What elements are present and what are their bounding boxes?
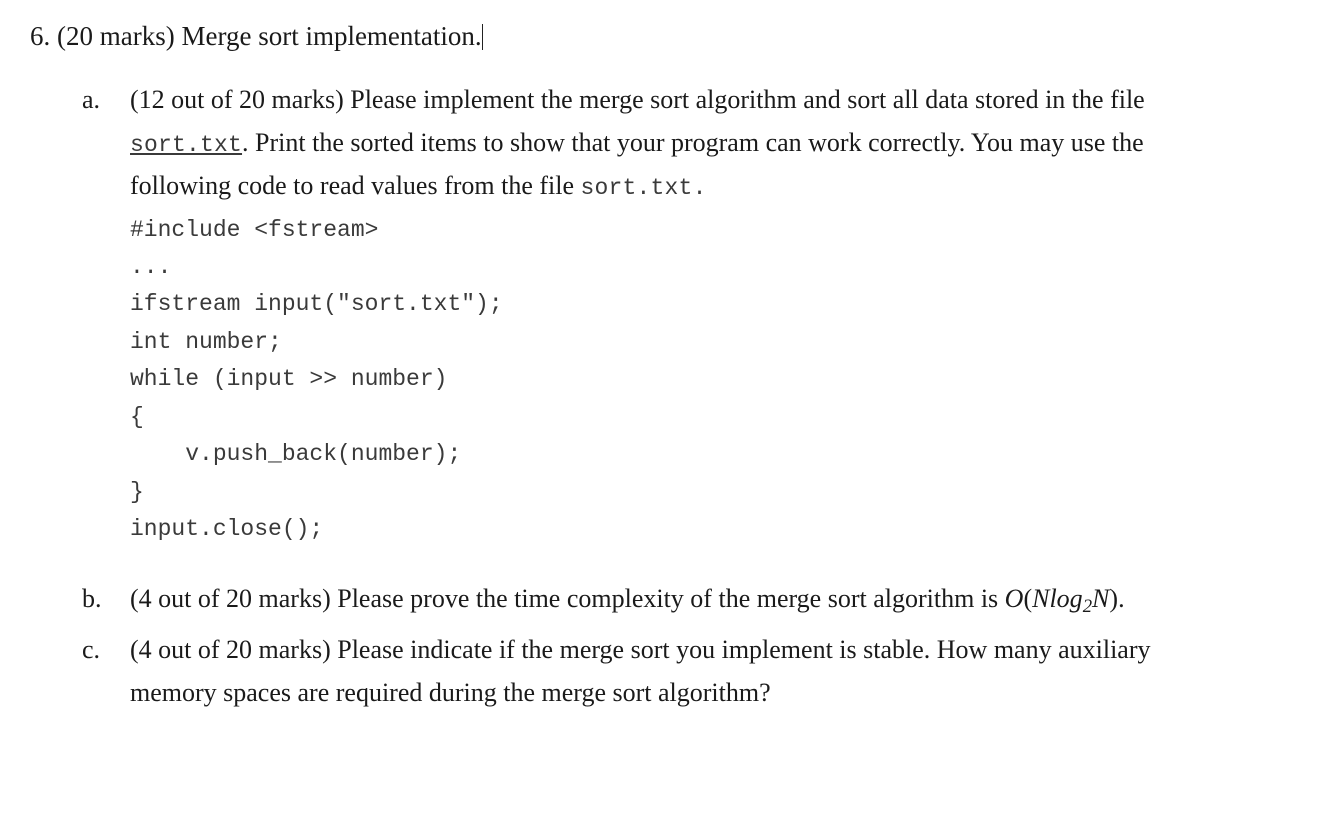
code-line: } bbox=[130, 478, 144, 505]
code-line: input.close(); bbox=[130, 516, 324, 543]
part-b-text: (4 out of 20 marks) Please prove the time complexity of the merge sort algorithm is bbox=[130, 583, 1005, 613]
part-a-text-end: . bbox=[692, 175, 707, 202]
part-a-text-before-file: (12 out of 20 marks) Please implement the merge sort algorithm and sort all data stored in the file bbox=[130, 85, 1145, 114]
math-big-o: O bbox=[1004, 583, 1024, 613]
part-c-label: c. bbox=[82, 635, 101, 665]
part-a-body bbox=[130, 78, 1190, 549]
code-line: ... bbox=[130, 253, 172, 280]
part-b-label: b. bbox=[82, 583, 102, 613]
math-close-paren: ) bbox=[1109, 583, 1119, 613]
math-nlog: Nlog bbox=[1032, 583, 1083, 613]
code-line: while (input >> number) bbox=[130, 366, 448, 393]
part-a-text-after-file: . Print the sorted items to show that your program can work correctly. You may use the following code to read values from the file bbox=[130, 128, 1144, 201]
question-heading-text: 6. (20 marks) Merge sort implementation. bbox=[30, 21, 482, 51]
part-c-paragraph: (4 out of 20 marks) Please indicate if the merge sort you implement is stable. How many auxiliary memory spaces are required during the merge sort algorithm? bbox=[130, 635, 1151, 708]
code-line: { bbox=[130, 403, 144, 430]
part-b-paragraph bbox=[130, 577, 1190, 622]
sort-txt-link[interactable]: sort.txt bbox=[130, 132, 243, 159]
part-b-text-end: . bbox=[1118, 583, 1125, 613]
text-cursor bbox=[482, 24, 483, 50]
code-sample bbox=[130, 212, 1190, 549]
question-parts-list bbox=[30, 78, 1230, 714]
code-line: int number; bbox=[130, 328, 282, 355]
question-heading bbox=[30, 20, 483, 54]
code-line: v.push_back(number); bbox=[130, 441, 462, 468]
math-n: N bbox=[1092, 583, 1110, 613]
part-a-paragraph bbox=[130, 78, 1190, 208]
part-c-body bbox=[130, 628, 1190, 714]
code-line: ifstream input("sort.txt"); bbox=[130, 291, 503, 318]
math-open-paren: ( bbox=[1023, 583, 1033, 613]
part-a-label: a. bbox=[82, 85, 101, 114]
sort-txt-plain: sort.txt bbox=[580, 175, 693, 202]
part-b-body bbox=[130, 577, 1190, 622]
code-line: #include <fstream> bbox=[130, 216, 379, 243]
question-part-a bbox=[30, 78, 1230, 549]
question-part-c bbox=[30, 628, 1230, 714]
question-part-b bbox=[30, 577, 1230, 622]
math-subscript: 2 bbox=[1082, 596, 1093, 618]
